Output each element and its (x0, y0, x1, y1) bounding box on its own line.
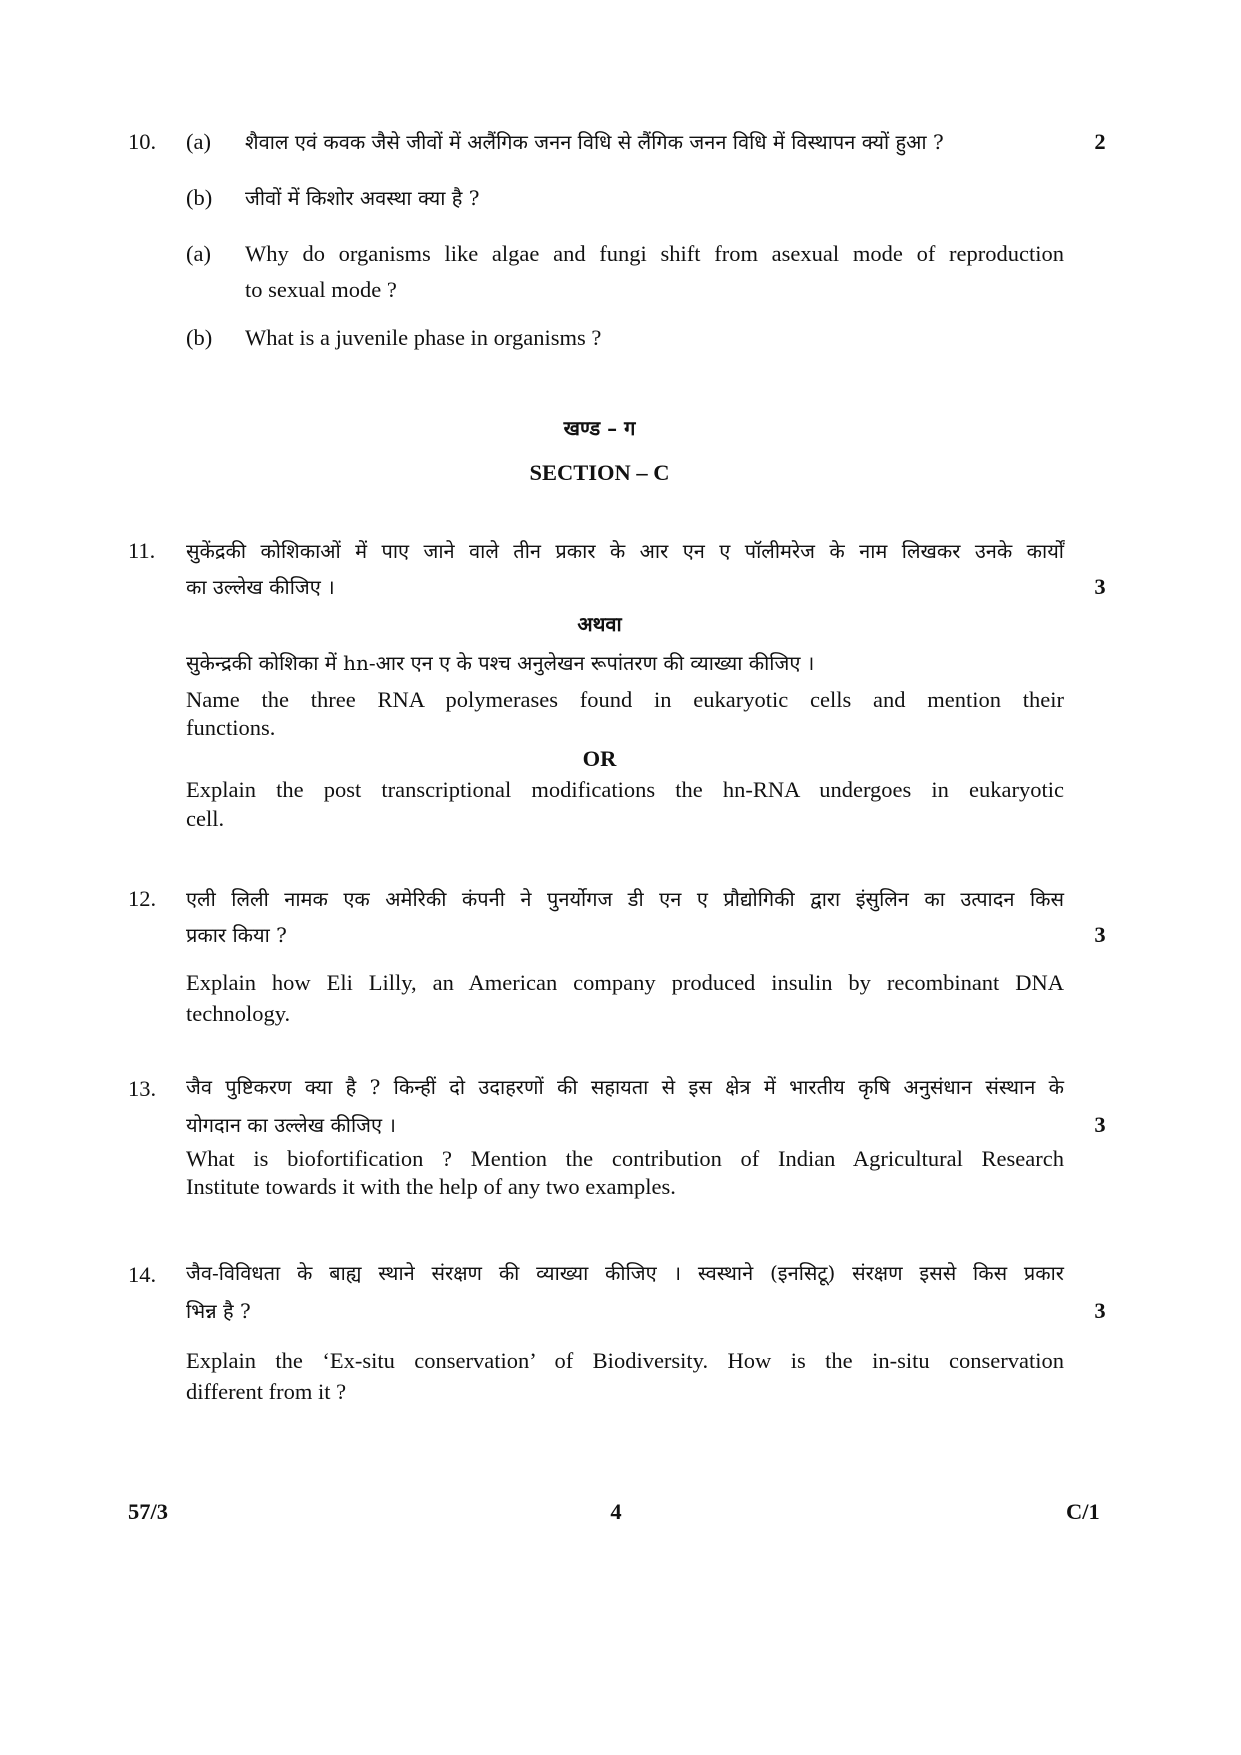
question-number: 13. (128, 1076, 157, 1101)
question-text-english: Name the three RNA polymerases found in eukaryotic cells and mention their (186, 687, 1064, 712)
question-text-english: Explain the post transcriptional modifications the hn-RNA undergoes in eukaryotic (186, 777, 1064, 802)
question-text-hindi: सुकेन्द्रकी कोशिका में hn-आर एन ए के पश्च अनुलेखन रूपांतरण की व्याख्या कीजिए । (186, 651, 815, 675)
part-label: (a) (186, 129, 211, 154)
question-text-hindi: सुकेंद्रकी कोशिकाओं में पाए जाने वाले तीन प्रकार के आर एन ए पॉलीमरेज के नाम लिखकर उनके कार्यों (186, 539, 1064, 563)
set-code: C/1 (1066, 1499, 1100, 1524)
part-label: (b) (186, 325, 213, 350)
marks: 3 (1094, 574, 1106, 599)
marks: 2 (1094, 129, 1106, 154)
question-text-english: Institute towards it with the help of any two examples. (186, 1174, 676, 1199)
question-text-hindi: एली लिली नामक एक अमेरिकी कंपनी ने पुनर्योगज डी एन ए प्रौद्योगिकी द्वारा इंसुलिन का उत्पादन किस (186, 887, 1064, 911)
question-text-hindi: प्रकार किया ? (186, 923, 287, 947)
or-label-hindi: अथवा (577, 612, 622, 636)
section-heading-hindi: खण्ड – ग (563, 416, 636, 440)
question-number: 11. (128, 538, 156, 563)
question-text-english: Explain the ‘Ex-situ conservation’ of Biodiversity. How is the in-situ conservation (186, 1348, 1064, 1373)
part-label: (a) (186, 241, 211, 266)
question-text-hindi: भिन्न है ? (186, 1299, 251, 1323)
question-text-english: What is a juvenile phase in organisms ? (245, 325, 602, 350)
question-text-english: different from it ? (186, 1379, 347, 1404)
question-number: 12. (128, 886, 157, 911)
question-text-english: What is biofortification ? Mention the contribution of Indian Agricultural Research (186, 1146, 1064, 1171)
part-label: (b) (186, 185, 213, 210)
or-label-english: OR (582, 746, 617, 771)
question-text-hindi: जीवों में किशोर अवस्था क्या है ? (245, 186, 480, 210)
question-text-hindi: जैव-विविधता के बाह्य स्थाने संरक्षण की व्याख्या कीजिए । स्वस्थाने (इनसिटू) संरक्षण इससे किस प्रकार (186, 1261, 1064, 1285)
page-number: 4 (610, 1499, 622, 1524)
section-heading-english: SECTION – C (529, 460, 670, 485)
question-text-english: Explain how Eli Lilly, an American company produced insulin by recombinant DNA (186, 970, 1064, 995)
question-text-english: Why do organisms like algae and fungi shift from asexual mode of reproduction (245, 241, 1064, 266)
question-number: 10. (128, 129, 157, 154)
question-text-hindi: का उल्लेख कीजिए । (186, 575, 335, 599)
question-text-hindi: योगदान का उल्लेख कीजिए । (186, 1113, 397, 1137)
question-number: 14. (128, 1262, 157, 1287)
marks: 3 (1094, 1298, 1106, 1323)
question-text-english: to sexual mode ? (245, 277, 397, 302)
marks: 3 (1094, 1112, 1106, 1137)
question-text-english: cell. (186, 806, 225, 831)
question-text-english: functions. (186, 715, 276, 740)
paper-code: 57/3 (128, 1499, 169, 1524)
marks: 3 (1094, 922, 1106, 947)
question-text-hindi: जैव पुष्टिकरण क्या है ? किन्हीं दो उदाहरणों की सहायता से इस क्षेत्र में भारतीय कृषि अनुसंधान संस्थान के (186, 1075, 1064, 1099)
question-text-hindi: शैवाल एवं कवक जैसे जीवों में अलैंगिक जनन विधि से लैंगिक जनन विधि में विस्थापन क्यों हुआ ? (245, 130, 944, 154)
question-text-english: technology. (186, 1001, 291, 1026)
